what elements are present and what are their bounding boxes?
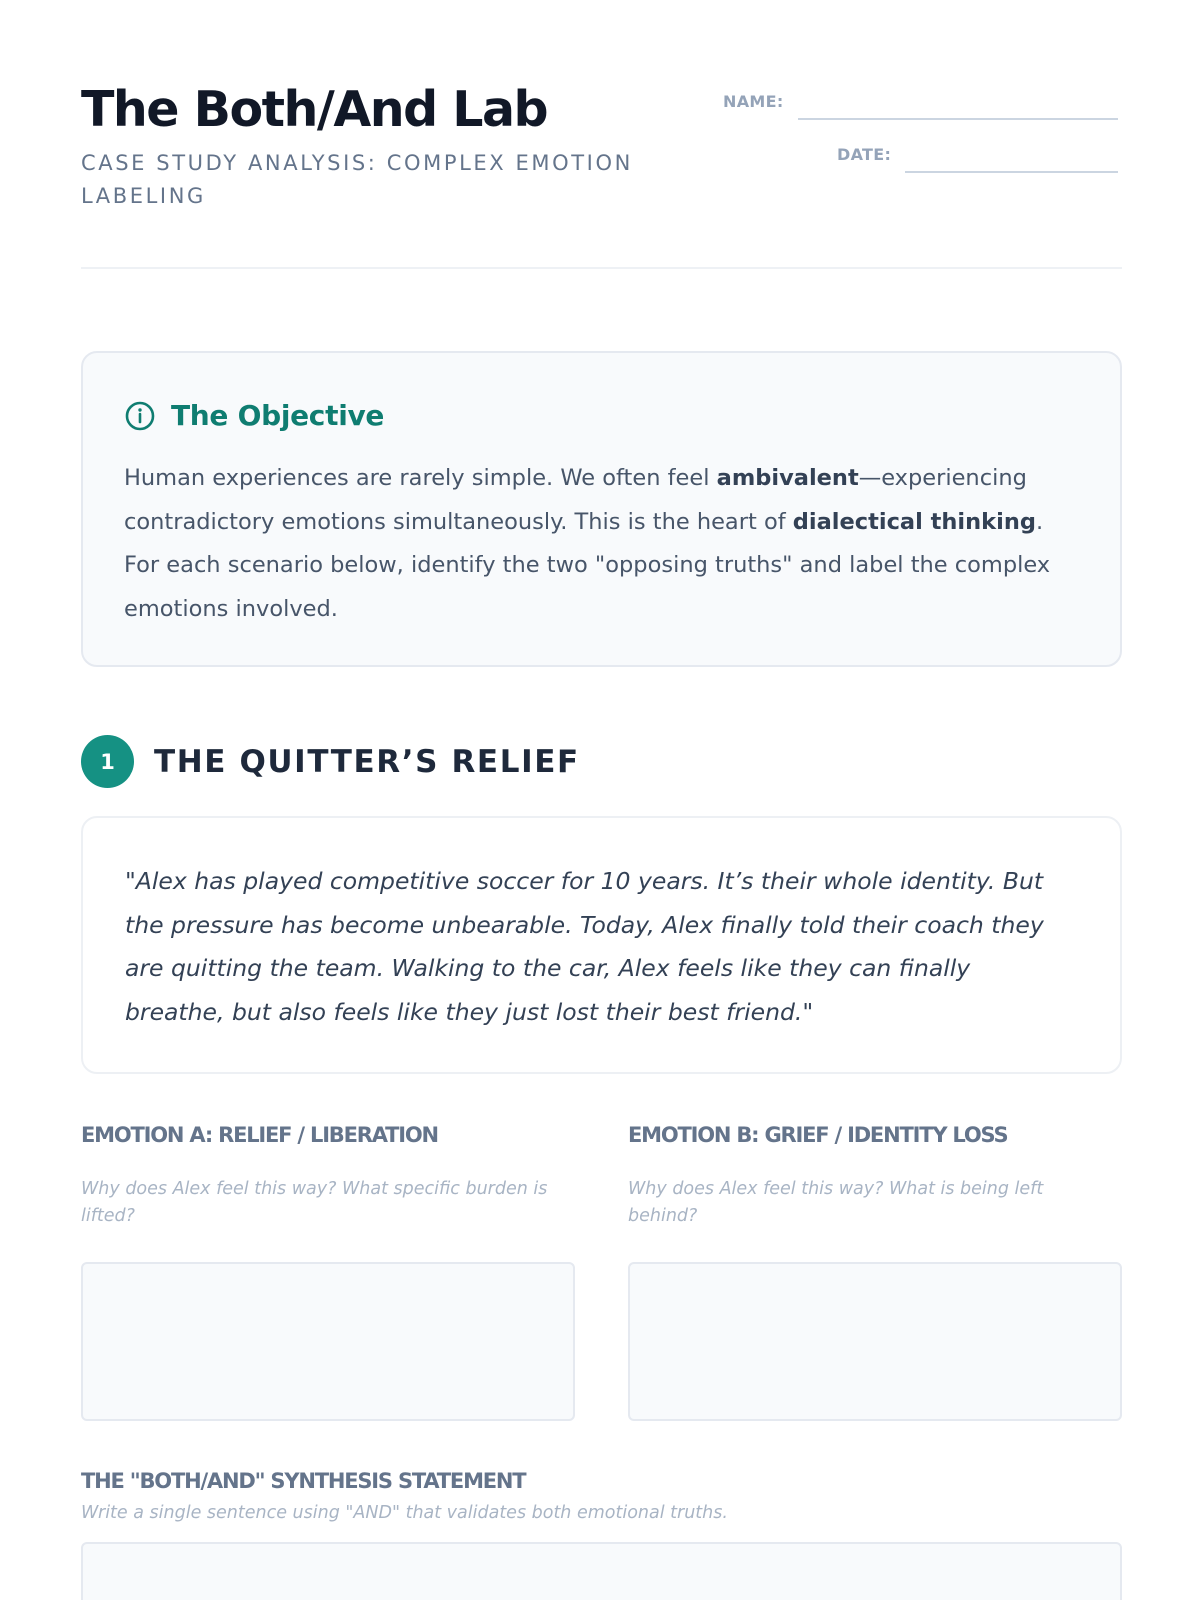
emotion-a-hint: Why does Alex feel this way? What specific burden is lifted? — [81, 1179, 548, 1226]
section-number-badge: 1 — [81, 735, 134, 788]
emotion-b-column — [628, 1120, 1122, 1230]
section-heading — [81, 735, 580, 788]
term-dialectical-thinking: dialectical thinking — [792, 508, 1036, 535]
date-field — [837, 143, 1118, 173]
date-input-line[interactable] — [905, 143, 1118, 173]
name-field — [723, 90, 1118, 120]
objective-header — [124, 399, 384, 432]
emotion-b-hint: Why does Alex feel this way? What is being left behind? — [628, 1179, 1044, 1226]
header-divider — [81, 267, 1122, 269]
date-label: DATE: — [837, 145, 892, 164]
emotion-a-column — [81, 1120, 575, 1230]
synthesis-answer-box[interactable] — [81, 1542, 1122, 1600]
scenario-text: "Alex has played competitive soccer for 10 years. It’s their whole identity. But the pressure has become unbearable. Today, Alex finally told their coach they are quitting the team. Walking to the car, Alex feels like they can finally breathe, but also feels like they just lost their best friend." — [125, 867, 1044, 1026]
emotion-b-label: EMOTION B: GRIEF / IDENTITY LOSS — [628, 1123, 1008, 1147]
worksheet-title: The Both/And Lab — [81, 81, 548, 138]
synthesis-label: THE "BOTH/AND" SYNTHESIS STATEMENT — [81, 1469, 526, 1493]
term-ambivalent: ambivalent — [716, 465, 859, 491]
emotion-a-answer-box[interactable] — [81, 1262, 575, 1421]
name-input-line[interactable] — [798, 90, 1118, 120]
section-title: THE QUITTER’S RELIEF — [154, 743, 580, 780]
info-icon — [124, 400, 156, 432]
worksheet-page — [81, 0, 1122, 1600]
emotion-a-label: EMOTION A: RELIEF / LIBERATION — [81, 1123, 438, 1147]
objective-title: The Objective — [171, 399, 385, 432]
synthesis-hint: Write a single sentence using "AND" that validates both emotional truths. — [81, 1503, 728, 1523]
worksheet-subtitle: CASE STUDY ANALYSIS: COMPLEX EMOTION LABELING — [81, 151, 633, 208]
objective-text: Human experiences are rarely simple. We often feel ambivalent—experiencing contradictory emotions simultaneously. This is the heart of dialectical thinking. For each scenario below, identify the two "opposing truths" and label the complex emotions involved. — [124, 465, 1051, 622]
emotion-b-answer-box[interactable] — [628, 1262, 1122, 1421]
name-label: NAME: — [723, 92, 784, 111]
objective-box — [81, 351, 1122, 667]
scenario-card — [81, 816, 1122, 1074]
